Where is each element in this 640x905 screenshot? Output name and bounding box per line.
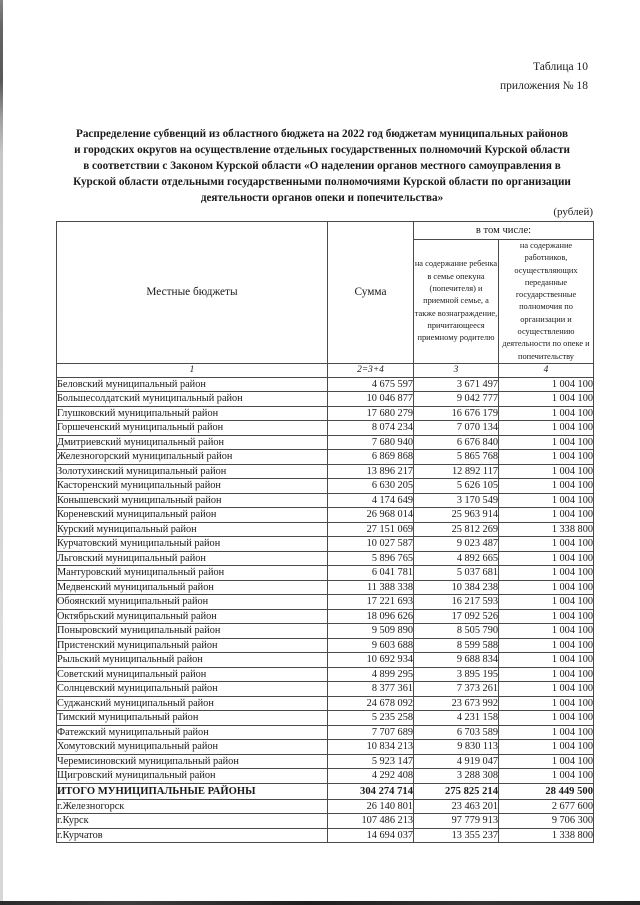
cell-budget-name: Железногорский муниципальный район: [57, 450, 328, 465]
cell-sum: 5 896 765: [328, 551, 414, 566]
cell-staff-maintenance: 1 338 800: [499, 828, 594, 843]
cell-child-maintenance: 6 676 840: [414, 435, 499, 450]
cell-budget-name: Поныровский муниципальный район: [57, 624, 328, 639]
table-row: [57, 667, 594, 682]
cell-child-maintenance: 17 092 526: [414, 609, 499, 624]
table-row: [57, 435, 594, 450]
cell-sum: 9 603 688: [328, 638, 414, 653]
cell-budget-name: Советский муниципальный район: [57, 667, 328, 682]
table-row: [57, 682, 594, 697]
cell-budget-name: Пристенский муниципальный район: [57, 638, 328, 653]
cell-staff-maintenance: 1 004 100: [499, 377, 594, 392]
cell-budget-name: Льговский муниципальный район: [57, 551, 328, 566]
cell-budget-name: Глушковский муниципальный район: [57, 406, 328, 421]
cell-budget-name: г.Железногорск: [57, 799, 328, 814]
cell-budget-name: Хомутовский муниципальный район: [57, 740, 328, 755]
cell-budget-name: Октябрьский муниципальный район: [57, 609, 328, 624]
cell-child-maintenance: 16 676 179: [414, 406, 499, 421]
cell-staff-maintenance: 1 004 100: [499, 667, 594, 682]
table-row: [57, 508, 594, 523]
cell-sum: 14 694 037: [328, 828, 414, 843]
cell-sum: 10 027 587: [328, 537, 414, 552]
cell-sum: 7 707 689: [328, 725, 414, 740]
cell-sum: 6 041 781: [328, 566, 414, 581]
cell-staff-maintenance: 2 677 600: [499, 799, 594, 814]
units-note: (рублей): [553, 206, 593, 218]
cell-budget-name: Тимский муниципальный район: [57, 711, 328, 726]
cell-child-maintenance: 25 963 914: [414, 508, 499, 523]
column-number-2: 2=3+4: [328, 363, 414, 377]
table-row: [57, 638, 594, 653]
cell-budget-name: Курчатовский муниципальный район: [57, 537, 328, 552]
cell-staff-maintenance: 1 004 100: [499, 493, 594, 508]
cell-staff-maintenance: 1 004 100: [499, 769, 594, 784]
cell-child-maintenance: 7 070 134: [414, 421, 499, 436]
cell-sum: 17 221 693: [328, 595, 414, 610]
cell-budget-name: Большесолдатский муниципальный район: [57, 392, 328, 407]
column-number-3: 3: [414, 363, 499, 377]
cell-budget-name: Горшеченский муниципальный район: [57, 421, 328, 436]
cell-staff-maintenance: 1 004 100: [499, 696, 594, 711]
cell-sum: 27 151 069: [328, 522, 414, 537]
cell-budget-name: Курский муниципальный район: [57, 522, 328, 537]
table-row: [57, 392, 594, 407]
cell-child-maintenance: 12 892 117: [414, 464, 499, 479]
cell-budget-name: Черемисиновский муниципальный район: [57, 754, 328, 769]
cell-sum: 8 074 234: [328, 421, 414, 436]
column-header-child-maintenance: на содержание ребенка в семье опекуна (попечителя) и приемной семье, а также вознаграждение, причитающееся приемному родителю: [414, 240, 499, 364]
cell-sum: 4 292 408: [328, 769, 414, 784]
page-title-line-2: и городских округов на осуществление отдельных государственных полномочий Курской области: [74, 144, 570, 156]
cell-staff-maintenance: 1 004 100: [499, 754, 594, 769]
table-row: [57, 696, 594, 711]
cell-sum: 9 509 890: [328, 624, 414, 639]
cell-staff-maintenance: 1 004 100: [499, 435, 594, 450]
distribution-table-wrapper: [56, 221, 593, 843]
cell-child-maintenance: 3 895 195: [414, 667, 499, 682]
cell-child-maintenance: 13 355 237: [414, 828, 499, 843]
cell-staff-maintenance: 1 004 100: [499, 711, 594, 726]
cell-sum: 107 486 213: [328, 814, 414, 829]
cell-sum: 4 174 649: [328, 493, 414, 508]
cell-sum: 26 140 801: [328, 799, 414, 814]
cell-sum: 4 899 295: [328, 667, 414, 682]
cell-budget-name: Солнцевский муниципальный район: [57, 682, 328, 697]
table-row: [57, 537, 594, 552]
cell-child-maintenance: 5 865 768: [414, 450, 499, 465]
cell-staff-maintenance: 1 004 100: [499, 551, 594, 566]
table-row: [57, 566, 594, 581]
cell-staff-maintenance: 1 004 100: [499, 653, 594, 668]
cell-child-maintenance: 6 703 589: [414, 725, 499, 740]
cell-sum: 26 968 014: [328, 508, 414, 523]
cell-child-maintenance: 9 688 834: [414, 653, 499, 668]
table-row: [57, 595, 594, 610]
table-total-row: [57, 783, 594, 799]
table-row: [57, 493, 594, 508]
table-row: [57, 769, 594, 784]
cell-sum: 6 630 205: [328, 479, 414, 494]
cell-child-maintenance: 4 919 047: [414, 754, 499, 769]
cell-child-maintenance: 9 830 113: [414, 740, 499, 755]
cell-child-maintenance: 5 626 105: [414, 479, 499, 494]
cell-child-maintenance: 275 825 214: [414, 783, 499, 799]
cell-sum: 5 235 258: [328, 711, 414, 726]
cell-staff-maintenance: 1 004 100: [499, 392, 594, 407]
column-header-group-including: в том числе:: [414, 222, 594, 240]
page-title-line-1: Распределение субвенций из областного бюджета на 2022 год бюджетам муниципальных районов: [75, 128, 568, 140]
table-body: [57, 363, 594, 843]
table-row: [57, 464, 594, 479]
cell-staff-maintenance: 1 004 100: [499, 406, 594, 421]
cell-staff-maintenance: 1 004 100: [499, 421, 594, 436]
cell-staff-maintenance: 1 338 800: [499, 522, 594, 537]
cell-budget-name: Конышевский муниципальный район: [57, 493, 328, 508]
table-row: [57, 814, 594, 829]
cell-sum: 10 692 934: [328, 653, 414, 668]
page-title: [58, 126, 586, 206]
table-row: [57, 479, 594, 494]
column-header-local-budgets: Местные бюджеты: [57, 222, 328, 364]
cell-sum: 17 680 279: [328, 406, 414, 421]
cell-staff-maintenance: 1 004 100: [499, 464, 594, 479]
cell-child-maintenance: 9 023 487: [414, 537, 499, 552]
cell-budget-name: Беловский муниципальный район: [57, 377, 328, 392]
table-row: [57, 522, 594, 537]
table-caption-line-2: приложения № 18: [500, 80, 588, 92]
cell-child-maintenance: 9 042 777: [414, 392, 499, 407]
column-number-4: 4: [499, 363, 594, 377]
cell-child-maintenance: 3 288 308: [414, 769, 499, 784]
table-row: [57, 450, 594, 465]
cell-budget-name: Касторенский муниципальный район: [57, 479, 328, 494]
cell-child-maintenance: 8 505 790: [414, 624, 499, 639]
cell-budget-name: ИТОГО МУНИЦИПАЛЬНЫЕ РАЙОНЫ: [57, 783, 328, 799]
cell-child-maintenance: 3 170 549: [414, 493, 499, 508]
cell-child-maintenance: 4 892 665: [414, 551, 499, 566]
cell-budget-name: Кореневский муниципальный район: [57, 508, 328, 523]
cell-child-maintenance: 10 384 238: [414, 580, 499, 595]
cell-child-maintenance: 23 673 992: [414, 696, 499, 711]
table-row: [57, 551, 594, 566]
cell-child-maintenance: 23 463 201: [414, 799, 499, 814]
page-title-line-5: деятельности органов опеки и попечительства»: [200, 192, 444, 204]
table-row: [57, 799, 594, 814]
cell-budget-name: Золотухинский муниципальный район: [57, 464, 328, 479]
scan-edge-bottom-artifact: [0, 901, 640, 905]
distribution-table: [56, 221, 594, 843]
cell-budget-name: Рыльский муниципальный район: [57, 653, 328, 668]
column-header-sum: Сумма: [328, 222, 414, 364]
cell-sum: 10 834 213: [328, 740, 414, 755]
cell-sum: 18 096 626: [328, 609, 414, 624]
cell-staff-maintenance: 28 449 500: [499, 783, 594, 799]
table-row: [57, 406, 594, 421]
cell-sum: 7 680 940: [328, 435, 414, 450]
table-row: [57, 609, 594, 624]
cell-budget-name: Суджанский муниципальный район: [57, 696, 328, 711]
table-row: [57, 740, 594, 755]
cell-child-maintenance: 3 671 497: [414, 377, 499, 392]
table-row: [57, 653, 594, 668]
cell-budget-name: Щигровский муниципальный район: [57, 769, 328, 784]
cell-staff-maintenance: 1 004 100: [499, 624, 594, 639]
cell-child-maintenance: 4 231 158: [414, 711, 499, 726]
table-row: [57, 580, 594, 595]
column-header-staff-maintenance: на содержание работников, осуществляющих переданные государственные полномочия по организации и осуществлению деятельности по опеке и попечительству: [499, 240, 594, 364]
column-number-1: 1: [57, 363, 328, 377]
cell-child-maintenance: 5 037 681: [414, 566, 499, 581]
cell-staff-maintenance: 1 004 100: [499, 682, 594, 697]
cell-staff-maintenance: 1 004 100: [499, 566, 594, 581]
cell-sum: 13 896 217: [328, 464, 414, 479]
table-caption-line-1: Таблица 10: [533, 61, 588, 73]
cell-staff-maintenance: 9 706 300: [499, 814, 594, 829]
cell-staff-maintenance: 1 004 100: [499, 508, 594, 523]
cell-staff-maintenance: 1 004 100: [499, 580, 594, 595]
table-caption: [330, 58, 588, 96]
cell-staff-maintenance: 1 004 100: [499, 638, 594, 653]
cell-staff-maintenance: 1 004 100: [499, 609, 594, 624]
table-row: [57, 377, 594, 392]
cell-child-maintenance: 97 779 913: [414, 814, 499, 829]
cell-child-maintenance: 7 373 261: [414, 682, 499, 697]
cell-staff-maintenance: 1 004 100: [499, 450, 594, 465]
cell-budget-name: Дмитриевский муниципальный район: [57, 435, 328, 450]
cell-budget-name: Медвенский муниципальный район: [57, 580, 328, 595]
cell-budget-name: г.Курск: [57, 814, 328, 829]
cell-budget-name: Мантуровский муниципальный район: [57, 566, 328, 581]
table-row: [57, 421, 594, 436]
cell-sum: 304 274 714: [328, 783, 414, 799]
scan-edge-left-artifact: [0, 0, 3, 905]
table-head-row-group: [57, 222, 594, 240]
cell-child-maintenance: 25 812 269: [414, 522, 499, 537]
cell-sum: 5 923 147: [328, 754, 414, 769]
page-title-line-3: в соответствии с Законом Курской области «О наделении органов местного самоуправления в: [83, 160, 561, 172]
table-row: [57, 754, 594, 769]
cell-staff-maintenance: 1 004 100: [499, 537, 594, 552]
cell-sum: 24 678 092: [328, 696, 414, 711]
cell-child-maintenance: 16 217 593: [414, 595, 499, 610]
table-row: [57, 711, 594, 726]
table-row: [57, 624, 594, 639]
table-column-numbers-row: [57, 363, 594, 377]
table-row: [57, 828, 594, 843]
table-head: [57, 222, 594, 364]
cell-sum: 4 675 597: [328, 377, 414, 392]
cell-staff-maintenance: 1 004 100: [499, 479, 594, 494]
cell-budget-name: Обоянский муниципальный район: [57, 595, 328, 610]
cell-sum: 6 869 868: [328, 450, 414, 465]
cell-sum: 8 377 361: [328, 682, 414, 697]
cell-staff-maintenance: 1 004 100: [499, 725, 594, 740]
cell-child-maintenance: 8 599 588: [414, 638, 499, 653]
cell-staff-maintenance: 1 004 100: [499, 595, 594, 610]
cell-budget-name: Фатежский муниципальный район: [57, 725, 328, 740]
cell-sum: 11 388 338: [328, 580, 414, 595]
cell-sum: 10 046 877: [328, 392, 414, 407]
page-title-line-4: Курской области отдельными государственными полномочиями Курской области по организации: [73, 176, 571, 188]
table-row: [57, 725, 594, 740]
cell-staff-maintenance: 1 004 100: [499, 740, 594, 755]
cell-budget-name: г.Курчатов: [57, 828, 328, 843]
